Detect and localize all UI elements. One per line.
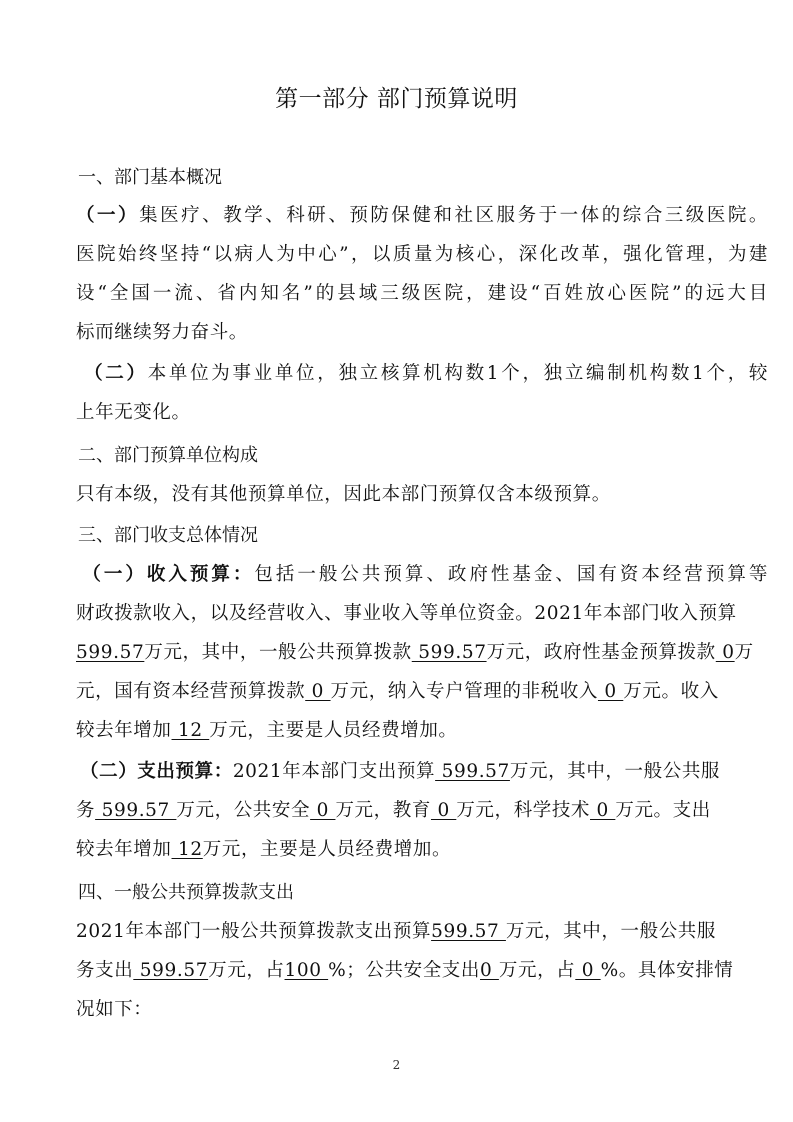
expense-general-service: 599.57 <box>95 800 177 821</box>
section-4-safety: 0 <box>480 960 499 981</box>
income-line-1: （一）收入预算：包括一般公共预算、政府性基金、国有资本经营预算等 <box>80 564 768 585</box>
page-title: 第一部分 部门预算说明 <box>275 86 518 112</box>
expense-science: 0 <box>590 800 616 821</box>
expense-line-1: （二）支出预算：2021年本部门支出预算 599.57万元，其中，一般公共服 <box>80 761 721 782</box>
section-2-heading: 二、部门预算单位构成 <box>78 445 258 466</box>
para-2-line-2: 上年无变化。 <box>76 402 191 423</box>
section-4-total: 599.57 <box>431 921 506 942</box>
expense-total: 599.57 <box>435 761 510 782</box>
section-4-line-2: 务支出 599.57万元，占100 %；公共安全支出0 万元，占 0 %。具体安排情 <box>76 960 734 981</box>
income-line-5: 较去年增加 12 万元，主要是人员经费增加。 <box>76 720 458 741</box>
income-government-fund: 0 <box>715 642 735 663</box>
expense-label: （二）支出预算： <box>80 761 233 782</box>
expense-public-safety: 0 <box>310 800 336 821</box>
section-4-line-1: 2021年本部门一般公共预算拨款支出预算599.57 万元，其中，一般公共服 <box>76 921 717 942</box>
para-1-line-3: 设“全国一流、省内知名”的县域三级医院，建设“百姓放心医院”的远大目 <box>76 283 768 304</box>
income-total: 599.57 <box>76 642 145 663</box>
para-1-line-4: 标而继续努力奋斗。 <box>76 322 248 343</box>
section-4-safety-pct: 0 <box>575 960 601 981</box>
expense-line-2: 务 599.57 万元，公共安全 0 万元，教育 0 万元，科学技术 0 万元。支出 <box>76 800 711 821</box>
income-general-budget: 599.57 <box>411 642 487 663</box>
expense-increase: 12 <box>171 839 203 860</box>
para-1-line-1 <box>76 202 768 230</box>
section-3-heading: 三、部门收支总体情况 <box>78 525 258 546</box>
para-2-text: 本单位为事业单位，独立核算机构数1个，独立编制机构数1个，较 <box>147 363 768 384</box>
income-label: （一）收入预算： <box>80 564 255 585</box>
income-non-tax: 0 <box>597 681 624 702</box>
income-state-capital: 0 <box>305 681 331 702</box>
expense-education: 0 <box>430 800 457 821</box>
section-4-heading: 四、一般公共预算拨款支出 <box>78 882 294 903</box>
income-line-4: 元，国有资本经营预算拨款 0 万元，纳入专户管理的非税收入 0 万元。收入 <box>76 681 719 702</box>
para-2-label: （二） <box>82 363 148 384</box>
para-2-line-1 <box>76 360 768 388</box>
para-1-label: （一） <box>76 205 140 226</box>
para-1-text: 集医疗、教学、科研、预防保健和社区服务于一体的综合三级医院。 <box>139 205 768 226</box>
section-1-heading: 一、部门基本概况 <box>78 167 222 188</box>
expense-line-3: 较去年增加 12万元，主要是人员经费增加。 <box>76 839 452 860</box>
income-line-3: 599.57万元，其中，一般公共预算拨款 599.57万元，政府性基金预算拨款 0万 <box>76 642 754 663</box>
page-number: 2 <box>392 1058 401 1072</box>
section-2-text: 只有本级，没有其他预算单位，因此本部门预算仅含本级预算。 <box>76 484 611 505</box>
para-1-line-2: 医院始终坚持“以病人为中心”，以质量为核心，深化改革，强化管理，为建 <box>76 244 768 265</box>
income-increase: 12 <box>171 720 210 741</box>
section-4-general-pct: 100 <box>284 960 329 981</box>
section-4-general: 599.57 <box>133 960 209 981</box>
section-4-line-3: 况如下： <box>76 999 153 1020</box>
income-line-2: 财政拨款收入，以及经营收入、事业收入等单位资金。2021年本部门收入预算 <box>76 603 737 624</box>
